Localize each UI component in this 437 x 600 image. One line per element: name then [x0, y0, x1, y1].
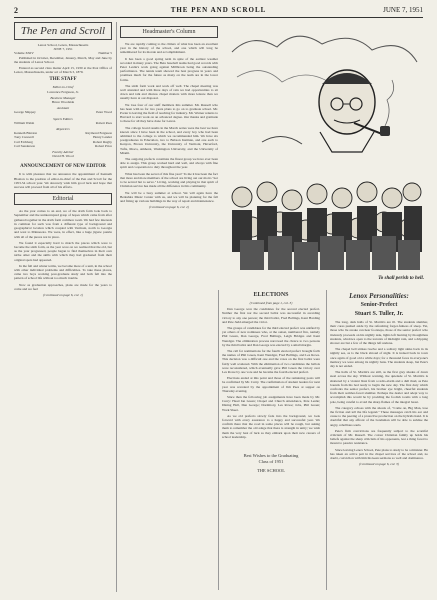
editor-label: Editor-in-Chief [52, 85, 74, 90]
headmaster-continued: (Continued on page 6, col. 2) [149, 205, 189, 210]
reporter: Robert Rugby [92, 139, 112, 144]
editorial-paragraph: As the year comes to an end, we of the sixth form look back to September and the uninterrupted grasp of hopes which came from after gathered together in the sixth form common room. We had few interests in common for such was from a different type of background and geographical location which coupled with Vermont, north to Georgia and west to Minnesota. We were, in effect, like a huge jigsaw puzzle with all of the pieces not in place. [14, 209, 112, 239]
publication-note: Published in October, December, January, March, May and June by the students of Lenox School. [14, 55, 112, 64]
announcement-text: It is with pleasure that we announce the appointment of Kenneth Blaxton to the position of editor-in-chief of the Pen and Scroll for the 1953-54 school year. We sincerely wish him good luck and hope that success will proceed from all of his efforts. [14, 172, 112, 190]
assistants-row [14, 110, 112, 114]
elections-paragraph: Dan George won the candidates for the second elected prefect. Neither the first nor the second ballot was successful in awarding victory to any one person; the third ballot, Fred Ballings, Kent Harding and Pete Judd emerged the victor. [222, 307, 320, 324]
editorial-paragraph: We found it especially hard to match the pieces which were to become the sixth form, as the year wore on we realized that the old, but as the year progressed, people began to find themselves in their own niche other and the skills with which they had graduated from their original spots had appeared. [14, 240, 112, 262]
elections-paragraph: The call for nominations for the fourth elected prefect brought forth the names of Phil Green, Kent Wendgar, Fred Ballings, and Les Rowe. This decision was a difficult one and the votes on the first ballot were fairly well scattered. With the elimination of two candidates the ballots were reconsidered, which eventually gave Phil Green the victory over Les Rowe by one vote and he became the fourth elected prefect. [222, 349, 320, 375]
headmaster-paragraph: We will be a busy summer at school. We will again have the Berkshire Music Center with us, and we will be planning for the fall and fixing up various buildings in the way of repair and maintenance. [120, 190, 218, 203]
elections-paragraph: The groups of candidates for the third elected prefect was unified by yet others of new nominees who, at the outset, numbered five, namely Phil Green, Dan George, Fred Ballings, Leigh Bridges and Kent Wendgar. The elimination process narrowed the choice to two persons by the third ballot and Dan George was elected by a small margin. [222, 326, 320, 347]
prefect-continued: (Continued on page 6, col. 3) [359, 462, 399, 467]
editorial-continued: (Continued on page 6, col. 1) [43, 292, 83, 297]
editorial-title: Editorial [14, 193, 112, 205]
best-wishes: Best Wishes to the Graduating [243, 453, 299, 459]
masthead: The Pen and Scroll [14, 22, 112, 40]
class-year: Class of 1951 [258, 459, 284, 465]
sports-editor: Robert Pees [95, 120, 112, 125]
advisor-label: Faculty Adviser [52, 150, 74, 155]
school-signature: THE SCHOOL [257, 468, 285, 474]
editorial-paragraph: Now as graduation approaches, plans are made for the years to come and we feel [14, 282, 112, 291]
masthead-date: JUNE 7, 1951 [53, 47, 73, 52]
editorial-paragraph: In the fall and winter terms, we became more of a unit, in the school with other individual problems and difficulties. To take these places, came two boys working post-graduate study and both fell into the pattern of school life without too much trouble. [14, 263, 112, 281]
headmaster-paragraph: We lose four of our staff members this summer. Mr. Russell who has been with us for two years plans to go on to graduate school. Mr. Porter is leaving the field of teaching for industry. Mr. Warner returns to Harvard to start work on an advanced degree. Our thanks and gratitude to these for all they have done for Lenox. [120, 102, 218, 124]
reporters-label: Reporters [56, 127, 70, 132]
prefect-paragraph: The chapel bell strikes twelve and a solitary light sinks back in its nightly sea, as is the black shroud of night. It is indeed back in town once again of good old a while days; for a thousand faces in everyone's memory we were among its nightly bans. The students sleep, but Pete's day is not ended. [330, 347, 428, 369]
reporter: Carl Sunderson [14, 143, 36, 148]
column-divider [218, 290, 219, 590]
assistant-name: Peter Wood [96, 110, 112, 115]
number: Number 5 [98, 51, 112, 56]
reporter: Raymond Ferguson [85, 131, 112, 136]
staff-title: THE STAFF [49, 77, 77, 83]
advisor-name: David H. Wood [52, 154, 74, 159]
header-rule [14, 17, 423, 18]
headmaster-paragraph: It has been a good spring term in spite of the earliest weather recorded in many years. The Beta baseball teams had good records with Peter Leslie's work going against Millbrook being the outstanding performance. The tennis team showed the best progress in years and promises much for the future as many on the team are in the lower forms. [120, 56, 218, 82]
prefect-subtitle: Senior-Prefect [360, 302, 398, 308]
column-2 [116, 22, 218, 592]
assistant-label: Assistant [56, 106, 70, 111]
assistant-name: George Shippey [14, 110, 36, 115]
headmaster-paragraph: The sixth form work and work off well. The chapel meeting was well attended and with three days of rain we had opportunities to sit down and talk and discuss chapel matters with more leisure than we usually have at our disposal. [120, 83, 218, 101]
volume: Volume XXIV [14, 51, 34, 56]
cartoon-caption: To shall perish to hell. [378, 276, 424, 281]
newspaper-title: THE PEN AND SCROLL [170, 6, 267, 14]
page-number: 2 [14, 6, 18, 15]
personalities-title: Lenox Personalities: [349, 292, 409, 300]
headmaster-paragraph: What has been the secret of this fine year? To me it has been the fact that more and more members of the school are living out our motto "not to be served but to serve." Living, working and playing in that spirit of Christian service has made all the difference in this community. [120, 171, 218, 189]
reporter: Tony Creswell [14, 135, 34, 140]
prefect-paragraph: The long, dark halls of St. Martin's are ill. The students slumber, their cares pushed aside by the refreshing forget-fulness of sleep. Yet, those who lie awake can hear footsteps, those of the senior prefect who tirelessly proceeds on his nightly task, lights left burning by thoughtless students, windows open to the torrents of midnight rain, and a dripping shower are but a few of the things left undone. [330, 320, 428, 346]
prefect-paragraph: The halls of St. Martin's are still, as the first grey shades of dawn steal across the sky. Without warning, the quietude of St. Martin's is shattered by a violent blast from a radio-alarm and a dull thud, as Pete bounds from his bed ready to begin the new day. The first duty which confronts the senior prefect, his brother eye bright, cheerful students from their somber-faced slumber. Perhaps the dealer and adept way to accomplish this would be by prodding the foolish rooms with a long pole, being careful to avoid the sharp flames of the integral beast. [330, 370, 428, 404]
column-4 [326, 290, 428, 590]
elections-paragraph: Elections ended at this point and those of the remaining posts will be confirmed by Mr. Curry. The confirmation of student leaders for next year was revealed by the appointment of Jim Pees at supper on Thursday evening. [222, 376, 320, 393]
business-label: Business Manager [50, 95, 76, 100]
elections-title: ELECTIONS [253, 292, 289, 298]
prefect-paragraph: The category echoes with the shouts of, "Come on, Big Man, lose the fiction and tell the life legend." These messages catch his ear and cause to the peering of a protective production on the hybrids hand. It is doubtful that any affront of the bondsman will be able to subdue the angry, rebellious souls. [330, 405, 428, 427]
elections-paragraph: Since then the following job assignments have been made by Mr. Curry: Head Ian Green; Chapel and Church Attendance, Pete Leslie; Dining Hall, Dan George; Dormitory, Les Rowe; Jobs, Phil Green; Work Sheet. [222, 395, 320, 412]
sports-row [14, 121, 112, 125]
reporter: Henry Lander [93, 135, 112, 140]
reporter: Kenneth Blaxton [14, 131, 38, 136]
prefect-paragraph: Pete's firm convictions are frequently subject to the scornful criticism of Mr. Russell. The colour Christian family up holds his beliefs against the sharp criticism of his opponents, lest a thing faced to mount to passive resistance. [330, 428, 428, 446]
prefect-name: Stuart S. Tuller, Jr. [354, 311, 404, 317]
sports-editor: William Walsh [14, 120, 35, 125]
elections-continued-from: (Continued from page 1, col. 3) [249, 301, 293, 305]
headmaster-title: Headmaster's Column [120, 26, 218, 38]
page-header [14, 6, 423, 16]
issue-date: JUNE 7, 1951 [383, 6, 423, 14]
reporter-row [14, 144, 112, 148]
column-3 [222, 290, 320, 590]
publisher: Lenox School, Lenox, Massachusetts [37, 43, 89, 47]
column-1 [14, 22, 112, 592]
reporter: Carl Eichberg [14, 139, 33, 144]
reporter: Robert Price [94, 143, 112, 148]
entry-note: Entered as second class matter April 15, 1930 at the Post Office of Lenox, Massachusetts, under act of March 3, 1879. [14, 66, 112, 75]
editor-name: Lawrence Ferguson, Jr. [47, 89, 79, 94]
sports-label: Sports Editors [53, 116, 73, 121]
announcement-title: ANNOUNCEMENT OF NEW EDITOR [20, 164, 106, 170]
prefect-paragraph: Since leaving Lenox School, Pete plans to study to be a minister. He has taken an active part in the chapel services of the school and, no doubt, conviction with him his keen sermons so well and dominance. [330, 447, 428, 461]
cartoon-illustration [222, 22, 424, 284]
elections-paragraph: As we old prefects slowly fade into the background, we look forward with every assurance to a happy and successful year. We confirm there that the road in some places will be rough, but asking them to remember the old adage that there is strength in unity; we wish them the very best of luck as they embark upon their new careers of school leadership. [222, 413, 320, 439]
business-name: Bruce Woodside [51, 100, 75, 105]
headmaster-paragraph: The outgoing prefects constitute the finest group we have ever been able to assign. This group worked hard and well, and always with fine spirit and cooperation to duty throughout the year. [120, 157, 218, 170]
headmaster-paragraph: We are rapidly coming to the climax of what has been an excellent year in the history of the school, and one which will long be remembered for its morale and accomplishment. [120, 42, 218, 55]
headmaster-paragraph: The college board results in the March series were the best we have known since I have been in the school, and every boy who had been admitted to the college to which we recommended him. We have six postgraduates in Education, two to Babson Institute, and one each to Kenyon, Brown University, the University of Vermont, Haverford, Tufts, Ithaca, Amherst, Washington University, and the University of Miami. [120, 125, 218, 155]
